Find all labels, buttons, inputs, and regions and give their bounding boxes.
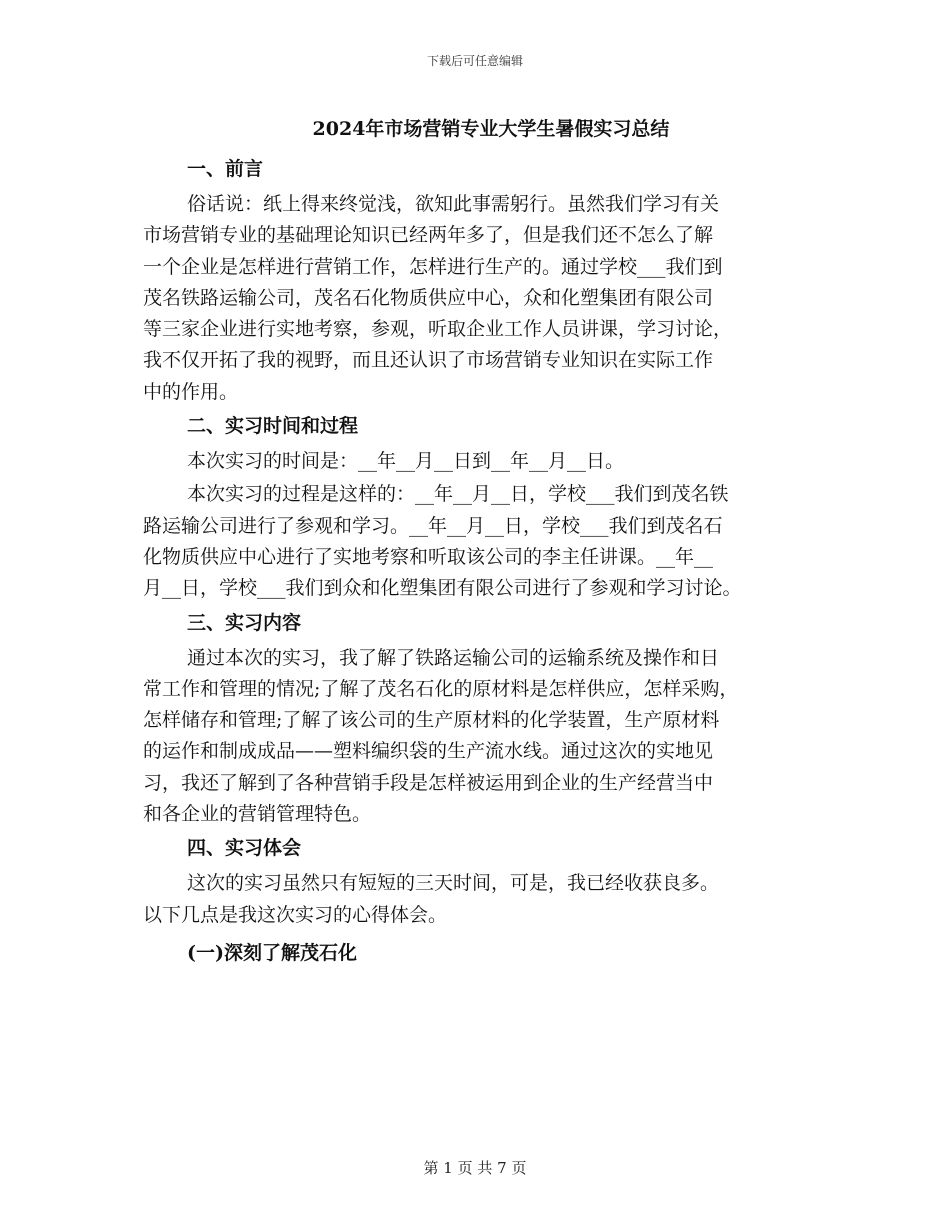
- paragraph-line: 通过本次的实习，我了解了铁路运输公司的运输系统及操作和日: [187, 646, 720, 669]
- paragraph-line: 月__日，学校___我们到众和化塑集团有限公司进行了参观和学习讨论。: [143, 577, 742, 600]
- paragraph-line: 以下几点是我这次实习的心得体会。: [143, 903, 448, 926]
- paragraph-line: 常工作和管理的情况;了解了茂名石化的原材料是怎样供应，怎样采购，: [143, 677, 739, 700]
- paragraph-line: 等三家企业进行实地考察，参观，听取企业工作人员讲课，学习讨论，: [143, 318, 733, 341]
- paragraph: [143, 868, 823, 931]
- section-heading-content: 三、实习内容: [187, 611, 302, 634]
- section-heading-preface: 一、前言: [187, 158, 264, 180]
- paragraph: [143, 479, 823, 604]
- paragraph-line: 的运作和制成成品——塑料编织袋的生产流水线。通过这次的实地见: [143, 740, 714, 763]
- paragraph-line: 和各企业的营销管理特色。: [143, 803, 372, 826]
- page-header: 下载后可任意编辑: [426, 54, 523, 68]
- paragraph: [143, 446, 823, 477]
- paragraph-line: 一个企业是怎样进行营销工作，怎样进行生产的。通过学校___我们到: [143, 255, 723, 278]
- paragraph-line: 市场营销专业的基础理论知识已经两年多了，但是我们还不怎么了解: [143, 224, 714, 247]
- paragraph-line: 路运输公司进行了参观和学习。__年__月__日，学校___我们到茂名石: [143, 514, 723, 537]
- paragraph-line: 本次实习的过程是这样的：__年__月__日，学校___我们到茂名铁: [187, 483, 729, 506]
- paragraph-line: 这次的实习虽然只有短短的三天时间，可是，我已经收获良多。: [187, 872, 720, 895]
- paragraph-line: 俗话说：纸上得来终觉浅，欲知此事需躬行。虽然我们学习有关: [187, 193, 720, 215]
- document-title: 2024年市场营销专业大学生暑假实习总结: [312, 118, 670, 140]
- page-footer: 第 1 页 共 7 页: [423, 1159, 527, 1177]
- paragraph: [143, 643, 823, 831]
- section-heading-time-process: 二、实习时间和过程: [187, 415, 359, 438]
- paragraph-line: 茂名铁路运输公司，茂名石化物质供应中心，众和化塑集团有限公司: [143, 286, 714, 309]
- document-body: [143, 114, 823, 973]
- paragraph: [143, 189, 823, 408]
- paragraph-line: 怎样储存和管理;了解了该公司的生产原材料的化学装置，生产原材料: [143, 709, 720, 732]
- section-heading-reflections: 四、实习体会: [187, 837, 302, 860]
- paragraph-line: 化物质供应中心进行了实地考察和听取该公司的李主任讲课。__年__: [143, 545, 714, 568]
- subsection-heading: (一)深刻了解茂石化: [187, 941, 357, 964]
- paragraph-line: 中的作用。: [143, 380, 239, 403]
- paragraph-line: 习，我还了解到了各种营销手段是怎样被运用到企业的生产经营当中: [143, 771, 714, 794]
- paragraph-line: 我不仅开拓了我的视野，而且还认识了市场营销专业知识在实际工作: [143, 349, 714, 372]
- paragraph-line: 本次实习的时间是：__年__月__日到__年__月__日。: [187, 450, 625, 473]
